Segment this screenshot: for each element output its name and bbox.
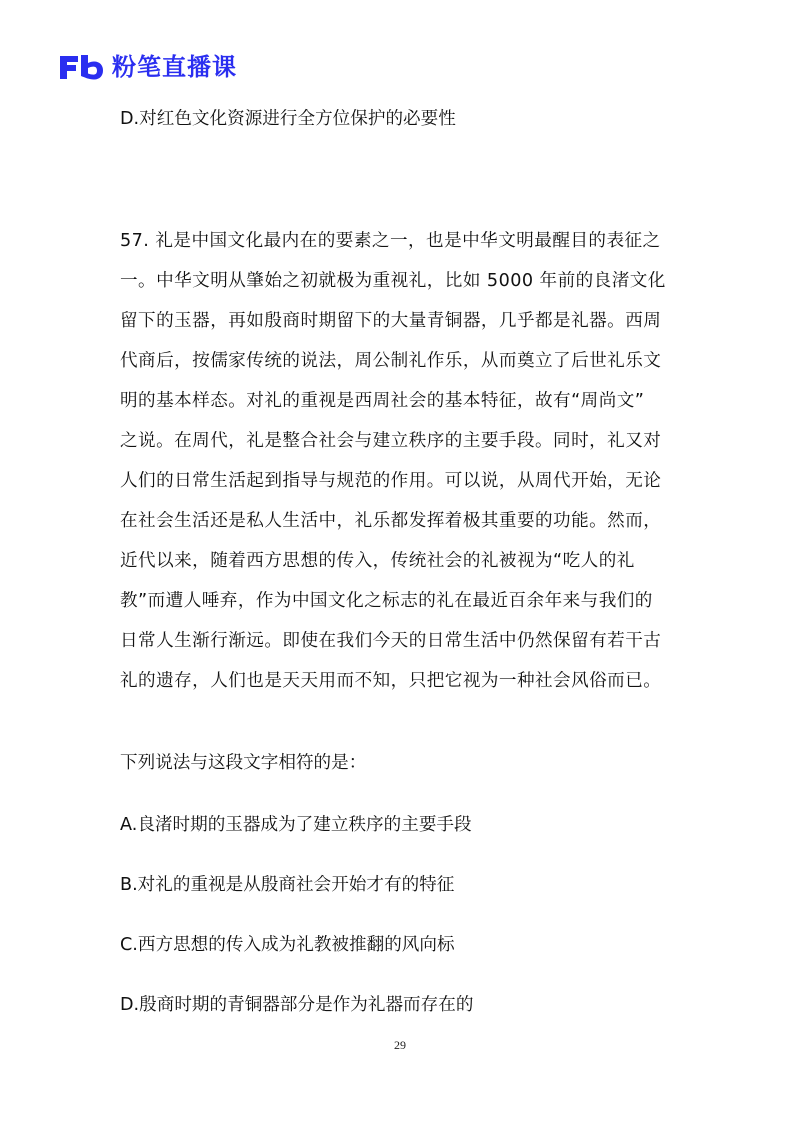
option-a: A.良渚时期的玉器成为了建立秩序的主要手段	[120, 815, 472, 835]
passage-line: 礼的遗存，人们也是天天用而不知，只把它视为一种社会风俗而已。	[120, 671, 662, 691]
passage-line: 代商后，按儒家传统的说法，周公制礼作乐，从而奠立了后世礼乐文	[120, 351, 662, 371]
previous-option-d: D.对红色文化资源进行全方位保护的必要性	[120, 109, 456, 129]
passage-line: 一。中华文明从肇始之初就极为重视礼，比如 5000 年前的良渚文化	[120, 271, 666, 291]
option-d: D.殷商时期的青铜器部分是作为礼器而存在的	[120, 995, 474, 1015]
passage-line: 在社会生活还是私人生活中，礼乐都发挥着极其重要的功能。然而，	[120, 511, 662, 531]
passage-line: 人们的日常生活起到指导与规范的作用。可以说，从周代开始，无论	[120, 471, 662, 491]
passage-line: 留下的玉器，再如殷商时期留下的大量青铜器，几乎都是礼器。西周	[120, 311, 662, 331]
option-c: C.西方思想的传入成为礼教被推翻的风向标	[120, 935, 455, 955]
fb-logo-icon	[56, 52, 106, 82]
passage-line: 近代以来，随着西方思想的传入，传统社会的礼被视为“吃人的礼	[120, 551, 635, 571]
page-number: 29	[394, 1038, 406, 1052]
passage-line: 之说。在周代，礼是整合社会与建立秩序的主要手段。同时，礼又对	[120, 431, 662, 451]
passage-line: 明的基本样态。对礼的重视是西周社会的基本特征，故有“周尚文”	[120, 391, 645, 411]
question-prompt: 下列说法与这段文字相符的是：	[120, 753, 367, 773]
passage-line: 教”而遭人唾弃，作为中国文化之标志的礼在最近百余年来与我们的	[120, 591, 653, 611]
passage-line: 日常人生渐行渐远。即使在我们今天的日常生活中仍然保留有若干古	[120, 631, 662, 651]
brand-text: 粉笔直播课	[112, 53, 237, 81]
passage-line: 57. 礼是中国文化最内在的要素之一，也是中华文明最醒目的表征之	[120, 231, 661, 251]
header	[56, 50, 237, 84]
option-b: B.对礼的重视是从殷商社会开始才有的特征	[120, 875, 455, 895]
